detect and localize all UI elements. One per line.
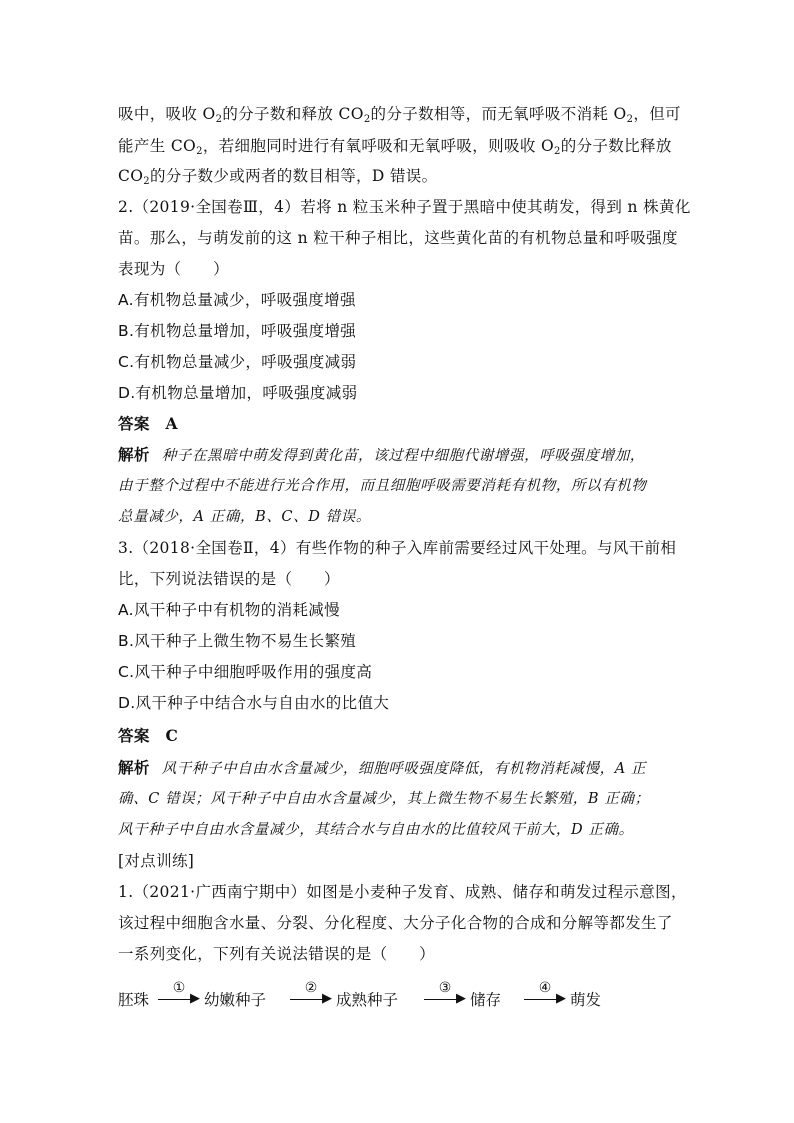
flow-item-ovule: 胚珠: [118, 991, 150, 1009]
step-3-label: ③: [438, 980, 452, 996]
option-b: B.风干种子上微生物不易生长繁殖: [118, 632, 357, 650]
question-2-stem: 苗。那么，与萌发前的这 n 粒干种子相比，这些黄化苗的有机物总量和呼吸强度: [118, 229, 678, 247]
option-b: B.有机物总量增加，呼吸强度增强: [118, 322, 357, 340]
explanation-line: 确、C 错误；风干种子中自由水含量减少，其上微生物不易生长繁殖，B 正确；: [118, 791, 650, 807]
flow-item-mature-seed: 成熟种子: [336, 991, 399, 1009]
flow-item-storage: 储存: [470, 991, 502, 1009]
explanation-line: 解析 风干种子中自由水含量减少，细胞呼吸强度降低，有机物消耗减慢，A 正: [118, 758, 647, 777]
step-2-label: ②: [304, 980, 318, 996]
step-4-label: ④: [538, 980, 552, 996]
option-c: C.有机物总量减少，呼吸强度减弱: [118, 353, 357, 371]
step-1-label: ①: [172, 980, 186, 996]
question-1-stem: 该过程中细胞含水量、分裂、分化程度、大分子化合物的合成和分解等都发生了: [118, 914, 673, 932]
answer: 答案 C: [118, 726, 179, 745]
arrow-head-icon: ▶: [456, 991, 466, 1006]
paragraph-line: 吸中，吸收 $O_2$的分子数和释放 $CO_2$的分子数相等，而无氧呼吸不消耗 $O_2$，但可: [118, 105, 681, 125]
option-d: D.风干种子中结合水与自由水的比值大: [118, 694, 390, 712]
explanation-line: 由于整个过程中不能进行光合作用，而且细胞呼吸需要消耗有机物，所以有机物: [118, 478, 647, 494]
explanation-label: 解析: [118, 758, 150, 777]
flow-arrow-3: [424, 980, 466, 1010]
section-heading: [对点训练]: [118, 852, 195, 870]
arrow-head-icon: ▶: [190, 991, 200, 1006]
flow-arrow-4: [524, 980, 566, 1010]
flow-item-young-seed: 幼嫩种子: [204, 991, 267, 1009]
option-a: A.风干种子中有机物的消耗减慢: [118, 601, 341, 619]
arrow-head-icon: ▶: [322, 991, 332, 1006]
question-3-stem: 3.（2018·全国卷Ⅱ，4）有些作物的种子入库前需要经过风干处理。与风干前相: [118, 539, 677, 557]
process-flow-diagram: [118, 978, 688, 1018]
paragraph-line: 能产生 $CO_2$，若细胞同时进行有氧呼吸和无氧呼吸，则吸收 $O_2$的分子数比释放: [118, 137, 672, 157]
question-3-stem: 比，下列说法错误的是（ ）: [118, 570, 340, 588]
arrow-head-icon: ▶: [556, 991, 566, 1006]
question-2-stem: 表现为（ ）: [118, 260, 229, 278]
option-d: D.有机物总量增加，呼吸强度减弱: [118, 384, 358, 402]
explanation-line: 解析 种子在黑暗中萌发得到黄化苗，该过程中细胞代谢增强，呼吸强度增加，: [118, 445, 645, 464]
option-c: C.风干种子中细胞呼吸作用的强度高: [118, 663, 373, 681]
explanation-label: 解析: [118, 445, 150, 464]
paragraph-line: $CO_2$的分子数少或两者的数目相等，D 错误。: [118, 167, 438, 187]
explanation-line: 总量减少，A 正确，B、C、D 错误。: [118, 509, 371, 525]
option-a: A.有机物总量减少，呼吸强度增强: [118, 291, 356, 309]
flow-item-germination: 萌发: [570, 991, 602, 1009]
flow-arrow-2: [290, 980, 332, 1010]
question-1-stem: 一系列变化，下列有关说法错误的是（ ）: [118, 945, 436, 963]
answer: 答案 A: [118, 414, 178, 433]
question-1-stem: 1.（2021·广西南宁期中）如图是小麦种子发育、成熟、储存和萌发过程示意图，: [118, 883, 687, 901]
explanation-line: 风干种子中自由水含量减少，其结合水与自由水的比值较风干前大，D 正确。: [118, 822, 634, 838]
question-2-stem: 2.（2019·全国卷Ⅲ，4）若将 n 粒玉米种子置于黑暗中使其萌发，得到 n 株黄化: [118, 198, 691, 216]
flow-arrow-1: [158, 980, 200, 1010]
